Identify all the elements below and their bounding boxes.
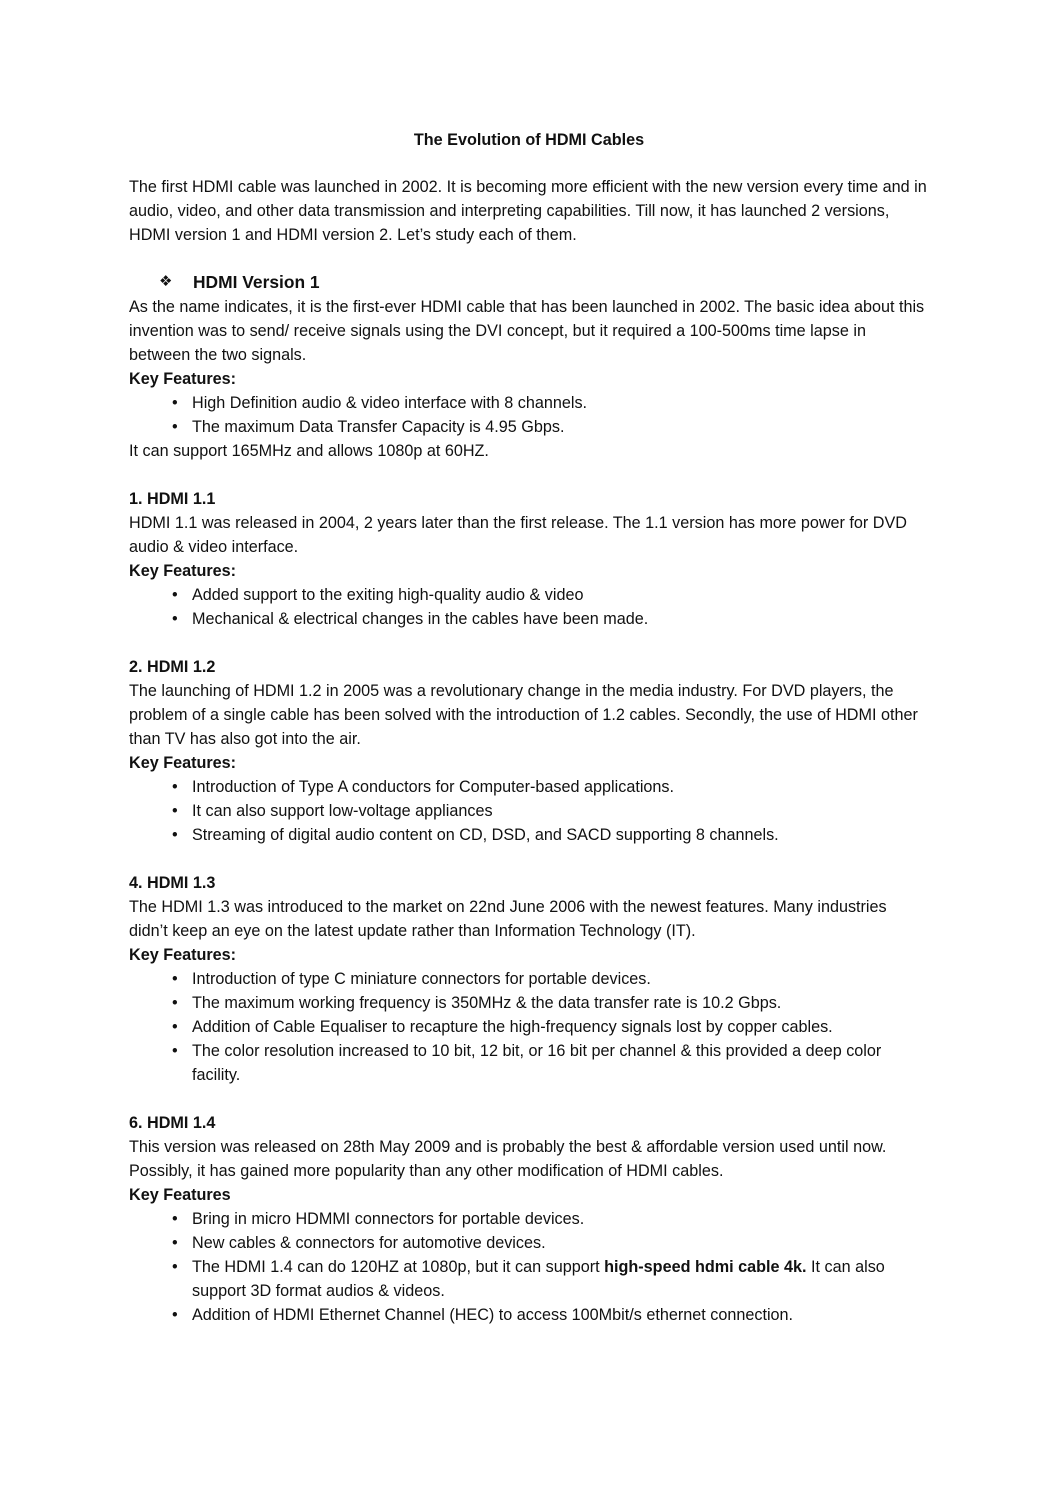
list-item: • The maximum working frequency is 350MHz & the data transfer rate is 10.2 Gbps. (192, 991, 929, 1015)
list-item: • The maximum Data Transfer Capacity is 4.95 Gbps. (192, 415, 929, 439)
document-page (129, 128, 929, 1327)
diamond-bullet-icon: ❖ (159, 273, 173, 290)
list-item: • Bring in micro HDMMI connectors for portable devices. (192, 1207, 929, 1231)
section-body: The HDMI 1.3 was introduced to the market on 22nd June 2006 with the newest features. Many industries didn’t keep an eye on the latest update rather than Information Technology (IT). (129, 898, 887, 940)
key-features-label: Key Features: (129, 754, 237, 772)
list-item: • Streaming of digital audio content on CD, DSD, and SACD supporting 8 channels. (192, 823, 929, 847)
key-features-label: Key Features (129, 1186, 231, 1204)
list-item: • Introduction of Type A conductors for Computer-based applications. (192, 775, 929, 799)
section-title: 6. HDMI 1.4 (129, 1114, 216, 1132)
feature-text: The HDMI 1.4 can do 120HZ at 1080p, but it can support (192, 1258, 605, 1276)
section-body: As the name indicates, it is the first-ever HDMI cable that has been launched in 2002. The basic idea about this invention was to send/ receive signals using the DVI concept, but it required a 100-500ms time lapse in between the two signals. (129, 298, 925, 364)
version-1-heading (159, 269, 929, 295)
section-hdmi-1-2 (129, 655, 929, 847)
version-1-heading-text: HDMI Version 1 (193, 272, 320, 292)
list-item: • New cables & connectors for automotive devices. (192, 1231, 929, 1255)
feature-list (129, 583, 929, 631)
feature-text: It can also support 3D format audios & videos. (192, 1258, 885, 1300)
section-hdmi-1-1 (129, 487, 929, 631)
intro-paragraph: The first HDMI cable was launched in 2002. It is becoming more efficient with the new version every time and in audio, video, and other data transmission and interpreting capabilities. Till now, it has launched 2 versions, HDMI version 1 and HDMI version 2. Let’s study each of them. (129, 178, 927, 244)
key-features-label: Key Features: (129, 946, 237, 964)
section-footer-text: It can support 165MHz and allows 1080p at 60HZ. (129, 442, 489, 460)
list-item: • Introduction of type C miniature connectors for portable devices. (192, 967, 929, 991)
list-item: • Added support to the exiting high-quality audio & video (192, 583, 929, 607)
list-item: • Mechanical & electrical changes in the cables have been made. (192, 607, 929, 631)
section-hdmi-version-1 (129, 269, 929, 463)
section-body: HDMI 1.1 was released in 2004, 2 years later than the first release. The 1.1 version has more power for DVD audio & video interface. (129, 514, 907, 556)
list-item: • It can also support low-voltage appliances (192, 799, 929, 823)
document-title: The Evolution of HDMI Cables (413, 131, 645, 149)
list-item: • High Definition audio & video interface with 8 channels. (192, 391, 929, 415)
key-features-label: Key Features: (129, 562, 237, 580)
section-body: This version was released on 28th May 2009 and is probably the best & affordable version used until now. Possibly, it has gained more popularity than any other modification of HDMI cables. (129, 1138, 887, 1180)
key-features-label: Key Features: (129, 370, 237, 388)
section-title: 2. HDMI 1.2 (129, 658, 216, 676)
feature-list (129, 967, 929, 1087)
section-body: The launching of HDMI 1.2 in 2005 was a revolutionary change in the media industry. For DVD players, the problem of a single cable has been solved with the introduction of 1.2 cables. Secondly, the use of HDMI other than TV has also got into the air. (129, 682, 918, 748)
section-title: 1. HDMI 1.1 (129, 490, 216, 508)
feature-list (129, 1207, 929, 1327)
feature-list (129, 775, 929, 847)
section-hdmi-1-4 (129, 1111, 929, 1327)
list-item: • The color resolution increased to 10 bit, 12 bit, or 16 bit per channel & this provided a deep color facility. (192, 1039, 929, 1087)
section-title: 4. HDMI 1.3 (129, 874, 216, 892)
highlighted-keyword: high-speed hdmi cable 4k. (604, 1258, 807, 1276)
list-item: • Addition of Cable Equaliser to recapture the high-frequency signals lost by copper cables. (192, 1015, 929, 1039)
section-hdmi-1-3 (129, 871, 929, 1087)
list-item (192, 1255, 929, 1303)
feature-list (129, 391, 929, 439)
list-item: • Addition of HDMI Ethernet Channel (HEC) to access 100Mbit/s ethernet connection. (192, 1303, 929, 1327)
